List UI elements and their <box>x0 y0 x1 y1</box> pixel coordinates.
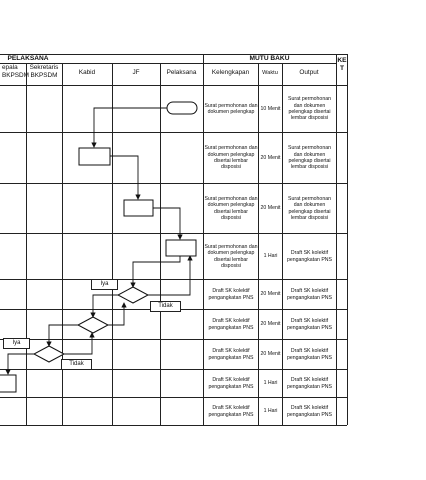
row-3-kelengkapan-text: Surat permohonan dan dokumen pelengkap disertai lembar disposisi <box>204 195 258 221</box>
row-5-waktu-text: 20 Menit <box>260 291 281 298</box>
iya-label-2: Iya <box>3 338 30 349</box>
pelaksana-header: PELAKSANA <box>7 55 49 62</box>
row-1-kelengkapan-text: Surat permohonan dan dokumen pelengkap <box>204 102 258 115</box>
col-pelaksana-header: Pelaksana <box>166 69 197 76</box>
col-kelengkapan-header: Kelengkapan <box>211 69 250 76</box>
mutu-baku-header: MUTU BAKU <box>249 55 290 62</box>
connector-line <box>153 208 180 239</box>
decision-diamond <box>118 287 148 303</box>
col-jf-header: JF <box>132 69 140 76</box>
row-2-kelengkapan-text: Surat permohonan dan dokumen pelengkap disertai lembar disposisi <box>204 145 258 171</box>
decision-diamond <box>78 317 108 333</box>
row-4-waktu-text: 1 Hari <box>263 253 278 260</box>
row-9-waktu-text: 1 Hari <box>263 408 278 415</box>
row-4-kelengkapan-text: Surat permohonan dan dokumen pelengkap disertai lembar disposisi <box>204 243 258 269</box>
row-3-waktu-text: 20 Menit <box>260 205 281 212</box>
connector-line <box>8 354 34 374</box>
row-2-waktu-text: 20 Menit <box>260 154 281 161</box>
col-waktu-header: Waktu <box>262 70 278 76</box>
row-9-kelengkapan-text: Draft SK kolektif pengangkatan PNS <box>208 405 254 418</box>
row-3-output-text: Surat permohonan dan dokumen pelengkap disertai lembar disposisi <box>288 195 331 221</box>
connector-line <box>133 256 180 287</box>
connector-line <box>110 156 138 199</box>
col-output-header: Output <box>299 69 319 76</box>
row-1-waktu-text: 10 Menit <box>260 105 281 112</box>
row-6-waktu-text: 20 Menit <box>260 321 281 328</box>
iya-label-1: Iya <box>91 279 118 290</box>
ket-header: KET <box>337 57 347 72</box>
process-box-pelaksana <box>166 240 196 256</box>
row-8-kelengkapan-text: Draft SK kolektif pengangkatan PNS <box>208 377 254 390</box>
tidak-label-2: Tidak <box>61 359 92 370</box>
row-7-waktu-text: 20 Menit <box>260 351 281 358</box>
connector-line <box>108 303 124 325</box>
row-5-kelengkapan-text: Draft SK kolektif pengangkatan PNS <box>208 288 254 301</box>
connector-line <box>64 333 92 354</box>
process-box-jf <box>124 200 153 216</box>
row-7-kelengkapan-text: Draft SK kolektif pengangkatan PNS <box>208 348 254 361</box>
row-6-output-text: Draft SK kolektif pengangkatan PNS <box>287 318 332 331</box>
row-9-output-text: Draft SK kolektif pengangkatan PNS <box>287 405 332 418</box>
row-5-output-text: Draft SK kolektif pengangkatan PNS <box>287 288 332 301</box>
row-4-output-text: Draft SK kolektif pengangkatan PNS <box>287 250 332 263</box>
row-7-output-text: Draft SK kolektif pengangkatan PNS <box>287 348 332 361</box>
start-terminator <box>167 102 197 114</box>
row-6-kelengkapan-text: Draft SK kolektif pengangkatan PNS <box>208 318 254 331</box>
tidak-label-1: Tidak <box>150 301 181 312</box>
row-8-waktu-text: 1 Hari <box>263 380 278 387</box>
process-box-kepala <box>0 375 16 392</box>
connector-line <box>93 295 118 317</box>
col-kabid-header: Kabid <box>78 69 96 76</box>
process-box-kabid <box>79 148 110 165</box>
col-kepala-header: epala BKPSDM <box>2 64 29 79</box>
connector-line <box>94 108 167 147</box>
row-2-output-text: Surat permohonan dan dokumen pelengkap disertai lembar disposisi <box>288 145 331 171</box>
row-8-output-text: Draft SK kolektif pengangkatan PNS <box>287 377 332 390</box>
row-1-output-text: Surat permohonan dan dokumen pelengkap disertai lembar disposisi <box>288 96 331 122</box>
col-sekretaris-header: Sekretaris BKPSDM <box>29 64 59 79</box>
connector-line <box>49 325 78 346</box>
decision-diamond <box>34 346 64 362</box>
